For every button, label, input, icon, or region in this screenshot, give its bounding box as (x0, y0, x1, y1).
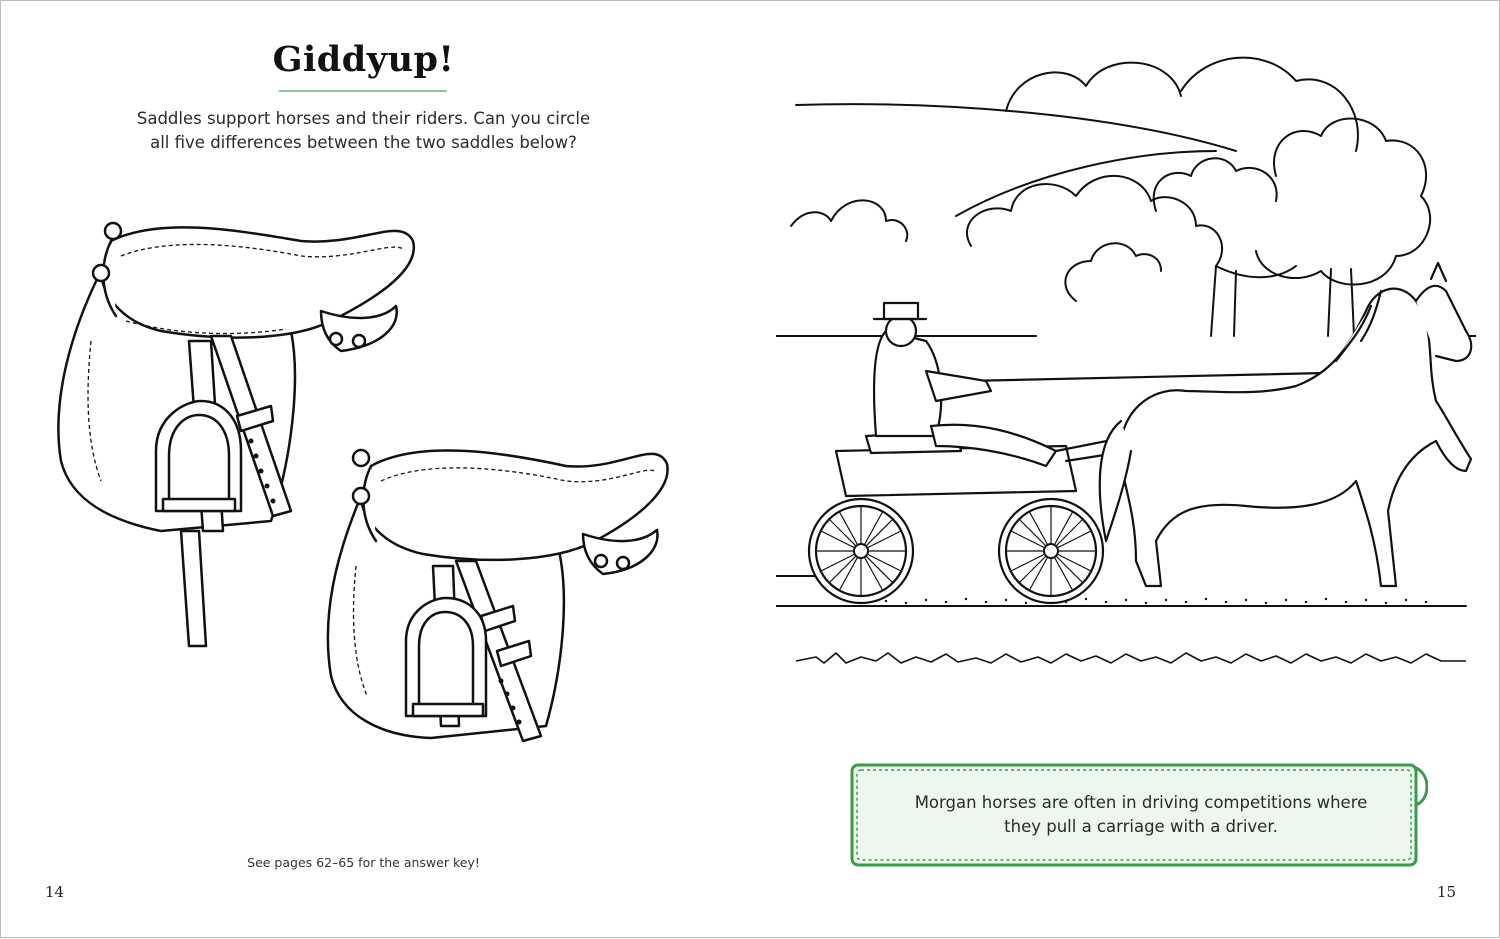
answer-key-note: See pages 62–65 for the answer key! (247, 855, 480, 870)
horse-carriage-illustration (776, 41, 1476, 681)
fun-fact-box (846, 759, 1428, 871)
page-number-left: 14 (45, 883, 65, 901)
saddle-illustration-2 (301, 426, 691, 756)
fun-fact-text (886, 791, 1396, 839)
right-page (751, 1, 1500, 939)
left-page (1, 1, 751, 939)
page-number-right: 15 (1437, 883, 1457, 901)
title-underline (279, 90, 447, 92)
fun-fact-line-1: Morgan horses are often in driving competitions where (914, 793, 1368, 812)
puzzle-instructions (61, 107, 666, 155)
instructions-line-2: all five differences between the two saddles below? (150, 133, 577, 152)
page-title: Giddyup! (272, 39, 455, 80)
instructions-line-1: Saddles support horses and their riders. Can you circle (136, 109, 591, 128)
fun-fact-line-2: they pull a carriage with a driver. (1004, 817, 1278, 836)
